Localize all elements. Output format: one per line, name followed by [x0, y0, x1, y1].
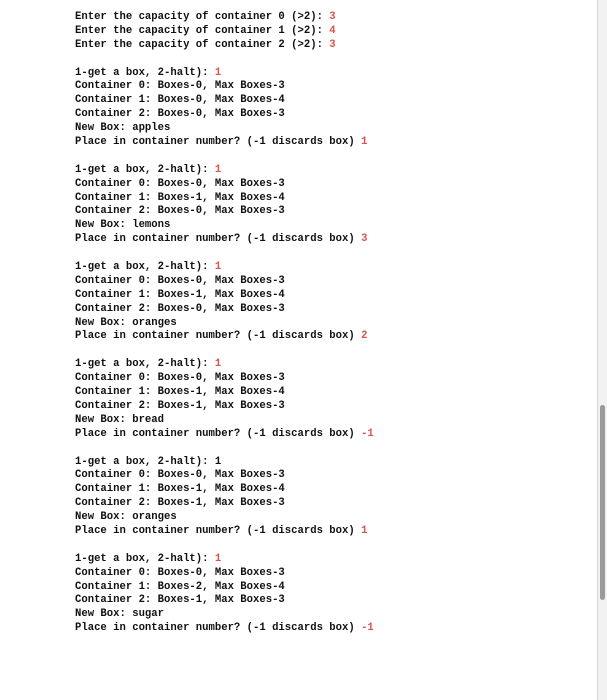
place-prompt: Place in container number? (-1 discards box): [75, 427, 362, 440]
container-status: Container 2: Boxes-0, Max Boxes-3: [75, 108, 285, 121]
new-box-line: New Box: oranges: [75, 316, 177, 329]
place-line: [75, 525, 585, 539]
menu-input: 1: [214, 163, 222, 176]
place-input: -1: [361, 427, 374, 440]
container-status: Container 0: Boxes-0, Max Boxes-3: [75, 177, 285, 190]
menu-prompt: 1-get a box, 2-halt):: [75, 261, 215, 274]
setup-input: 3: [329, 11, 336, 23]
place-prompt: Place in container number? (-1 discards box): [75, 233, 362, 246]
container-status: Container 0: Boxes-0, Max Boxes-3: [75, 566, 285, 579]
new-box-line: New Box: bread: [75, 413, 165, 426]
blank-line: [75, 344, 585, 358]
setup-input: 4: [329, 24, 336, 37]
container-status: Container 2: Boxes-1, Max Boxes-3: [75, 399, 285, 412]
place-line: [75, 428, 585, 442]
place-input: -1: [361, 622, 374, 635]
container-status: Container 2: Boxes-1, Max Boxes-3: [75, 497, 285, 510]
setup-line: [75, 11, 585, 25]
menu-line: [75, 456, 585, 470]
container-status: Container 2: Boxes-0, Max Boxes-3: [75, 205, 285, 218]
blank-line: [75, 539, 585, 553]
blank-line: [75, 247, 585, 261]
place-prompt: Place in container number? (-1 discards box): [75, 622, 362, 635]
new-box-line: New Box: sugar: [75, 608, 165, 621]
container-status: Container 1: Boxes-1, Max Boxes-4: [75, 191, 285, 204]
place-input: 2: [361, 330, 368, 343]
menu-input: 1: [214, 261, 222, 274]
console-transcript: [75, 11, 585, 636]
container-status: Container 0: Boxes-0, Max Boxes-3: [75, 372, 285, 385]
container-status: Container 1: Boxes-0, Max Boxes-4: [75, 94, 285, 107]
setup-line: [75, 25, 585, 39]
menu-input: 1: [214, 455, 222, 468]
container-status: Container 0: Boxes-0, Max Boxes-3: [75, 469, 285, 482]
place-line: [75, 622, 585, 636]
place-prompt: Place in container number? (-1 discards box): [75, 330, 362, 343]
blank-line: [75, 442, 585, 456]
container-status: Container 2: Boxes-0, Max Boxes-3: [75, 302, 285, 315]
place-prompt: Place in container number? (-1 discards box): [75, 524, 362, 537]
menu-prompt: 1-get a box, 2-halt):: [75, 455, 215, 468]
new-box-line: New Box: oranges: [75, 511, 177, 524]
menu-line: [75, 67, 585, 81]
new-box-line: New Box: lemons: [75, 219, 171, 232]
container-status: Container 1: Boxes-1, Max Boxes-4: [75, 483, 285, 496]
menu-prompt: 1-get a box, 2-halt):: [75, 552, 215, 565]
container-status: Container 0: Boxes-0, Max Boxes-3: [75, 274, 285, 287]
place-line: [75, 233, 585, 247]
vertical-scrollbar[interactable]: [598, 0, 607, 700]
place-line: [75, 136, 585, 150]
setup-prompt: Enter the capacity of container 1 (>2):: [75, 24, 330, 37]
menu-line: [75, 358, 585, 372]
blank-line: [75, 53, 585, 67]
place-input: 1: [361, 136, 368, 149]
blank-line: [75, 150, 585, 164]
menu-line: [75, 164, 585, 178]
setup-line: [75, 39, 585, 53]
new-box-line: New Box: apples: [75, 122, 171, 135]
container-status: Container 1: Boxes-1, Max Boxes-4: [75, 288, 285, 301]
menu-input: 1: [214, 66, 222, 79]
container-status: Container 2: Boxes-1, Max Boxes-3: [75, 594, 285, 607]
menu-input: 1: [214, 358, 222, 371]
place-input: 1: [361, 524, 368, 537]
scrollbar-thumb[interactable]: [600, 405, 605, 600]
place-input: 3: [361, 233, 368, 246]
setup-prompt: Enter the capacity of container 2 (>2):: [75, 38, 330, 51]
menu-line: [75, 261, 585, 275]
container-status: Container 1: Boxes-1, Max Boxes-4: [75, 386, 285, 399]
container-status: Container 1: Boxes-2, Max Boxes-4: [75, 580, 285, 593]
menu-prompt: 1-get a box, 2-halt):: [75, 163, 215, 176]
place-line: [75, 330, 585, 344]
setup-prompt: Enter the capacity of container 0 (>2):: [75, 11, 330, 23]
menu-line: [75, 553, 585, 567]
place-prompt: Place in container number? (-1 discards box): [75, 136, 362, 149]
menu-prompt: 1-get a box, 2-halt):: [75, 358, 215, 371]
setup-input: 3: [329, 38, 336, 51]
container-status: Container 0: Boxes-0, Max Boxes-3: [75, 80, 285, 93]
menu-input: 1: [214, 552, 222, 565]
menu-prompt: 1-get a box, 2-halt):: [75, 66, 215, 79]
